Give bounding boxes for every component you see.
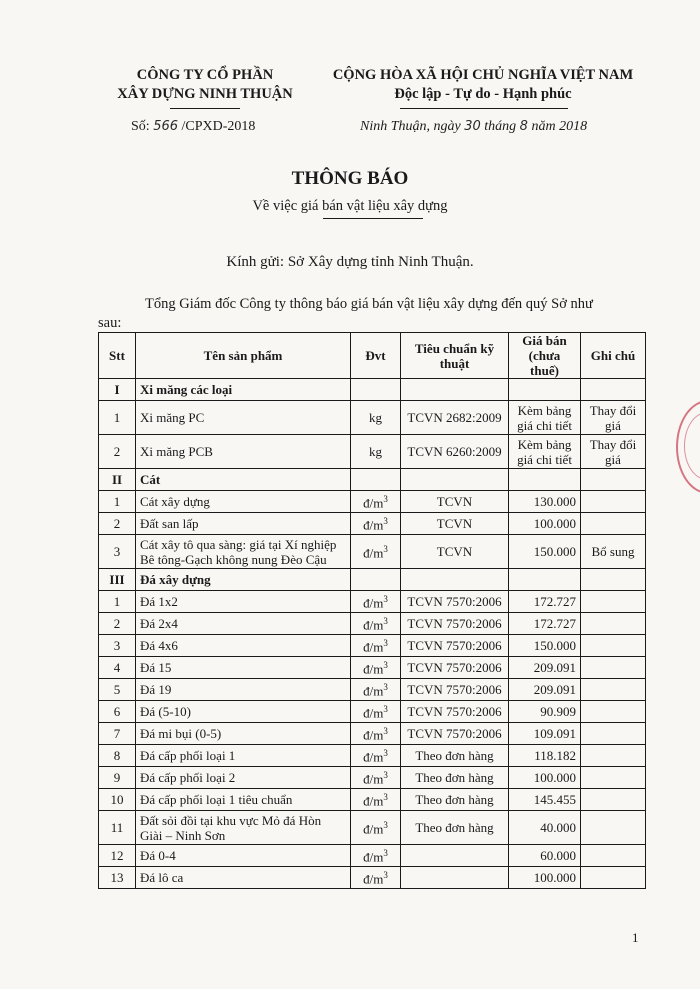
cell-product-name: Đá 0-4 <box>136 845 351 867</box>
cubic-superscript: 3 <box>383 682 388 693</box>
cell-unit: $đ/m^3$ <box>351 789 401 811</box>
cubic-superscript: 3 <box>383 792 388 803</box>
cubic-superscript: 3 <box>383 516 388 527</box>
cell-product-name: Cát xây tô qua sàng: giá tại Xí nghiệp Bê tông-Gạch không nung Đèo Cậu <box>136 535 351 569</box>
cell-unit: $đ/m^3$ <box>351 657 401 679</box>
cell-standard <box>401 469 509 491</box>
cell-stt: 1 <box>99 401 136 435</box>
cell-stt: 9 <box>99 767 136 789</box>
cell-price: 145.455 <box>509 789 581 811</box>
cell-product-name: Đá lô ca <box>136 867 351 889</box>
cell-standard: TCVN 7570:2006 <box>401 635 509 657</box>
doc-number-prefix: Số: <box>131 119 150 134</box>
cell-stt: 6 <box>99 701 136 723</box>
cell-unit <box>351 569 401 591</box>
header-price: Giá bán (chưa thuế) <box>509 333 581 379</box>
date-day: 30 <box>464 119 481 134</box>
cubic-superscript: 3 <box>383 704 388 715</box>
cell-stt: 1 <box>99 491 136 513</box>
table-header-row <box>99 333 646 379</box>
cell-unit: $đ/m^3$ <box>351 535 401 569</box>
cubic-superscript: 3 <box>383 870 388 881</box>
cell-standard: TCVN 2682:2009 <box>401 401 509 435</box>
cubic-superscript: 3 <box>383 660 388 671</box>
header-product-name: Tên sản phẩm <box>136 333 351 379</box>
cell-product-name: Đá cấp phối loại 2 <box>136 767 351 789</box>
cell-price: 60.000 <box>509 845 581 867</box>
company-underline <box>170 108 240 109</box>
table-row <box>99 745 646 767</box>
table-section-row <box>99 379 646 401</box>
cell-product-name: Đá mi bụi (0-5) <box>136 723 351 745</box>
cell-standard: Theo đơn hàng <box>401 745 509 767</box>
cell-standard: Theo đơn hàng <box>401 767 509 789</box>
cell-price: 100.000 <box>509 767 581 789</box>
cell-standard: TCVN 7570:2006 <box>401 613 509 635</box>
intro-line2: sau: <box>98 315 122 331</box>
cell-product-name: Đá 4x6 <box>136 635 351 657</box>
cell-price: Kèm bảng giá chi tiết <box>509 401 581 435</box>
table-row <box>99 867 646 889</box>
cell-note: Thay đổi giá <box>581 401 646 435</box>
cell-note <box>581 701 646 723</box>
cell-product-name: Đá 1x2 <box>136 591 351 613</box>
table-row <box>99 789 646 811</box>
price-table <box>98 332 646 889</box>
cell-standard <box>401 379 509 401</box>
header-note: Ghi chú <box>581 333 646 379</box>
cell-note: Thay đổi giá <box>581 435 646 469</box>
cell-product-name: Đá 2x4 <box>136 613 351 635</box>
cell-price: 118.182 <box>509 745 581 767</box>
cell-stt: 3 <box>99 535 136 569</box>
table-row <box>99 845 646 867</box>
cell-price: 150.000 <box>509 635 581 657</box>
document-title: THÔNG BÁO <box>291 168 409 189</box>
cell-note <box>581 745 646 767</box>
cell-unit: $đ/m^3$ <box>351 867 401 889</box>
cell-product-name: Xi măng PCB <box>136 435 351 469</box>
cell-product-name: Đá (5-10) <box>136 701 351 723</box>
page-number: 1 <box>632 930 639 945</box>
cell-product-name: Đá 15 <box>136 657 351 679</box>
table-row <box>99 723 646 745</box>
cell-note <box>581 513 646 535</box>
recipient-line: Kính gửi: Sở Xây dựng tỉnh Ninh Thuận. <box>226 254 474 270</box>
nation-line1: CỘNG HÒA XÃ HỘI CHỦ NGHĨA VIỆT NAM <box>332 67 634 83</box>
cell-note <box>581 679 646 701</box>
cell-stt: III <box>99 569 136 591</box>
table-row <box>99 767 646 789</box>
cell-standard <box>401 845 509 867</box>
table-row <box>99 613 646 635</box>
table-row <box>99 657 646 679</box>
cell-unit: $đ/m^3$ <box>351 613 401 635</box>
cell-stt: 1 <box>99 591 136 613</box>
cell-standard: TCVN 7570:2006 <box>401 679 509 701</box>
cell-stt: 8 <box>99 745 136 767</box>
cubic-superscript: 3 <box>383 770 388 781</box>
company-name <box>95 66 315 104</box>
doc-number-handwritten: 566 <box>153 119 179 134</box>
doc-number-suffix: /CPXD-2018 <box>181 119 256 134</box>
cell-standard: TCVN 7570:2006 <box>401 701 509 723</box>
company-line1: CÔNG TY CỔ PHẦN <box>136 67 274 83</box>
table-body <box>99 379 646 889</box>
document-number <box>131 119 255 135</box>
cell-unit: $đ/m^3$ <box>351 723 401 745</box>
cell-note <box>581 491 646 513</box>
cell-note <box>581 723 646 745</box>
table-row <box>99 535 646 569</box>
cell-product-name: Cát <box>136 469 351 491</box>
table-row <box>99 591 646 613</box>
cell-unit: $đ/m^3$ <box>351 513 401 535</box>
table-row <box>99 635 646 657</box>
cell-product-name: Cát xây dựng <box>136 491 351 513</box>
cell-price <box>509 469 581 491</box>
cubic-superscript: 3 <box>383 748 388 759</box>
cell-price: 150.000 <box>509 535 581 569</box>
cell-product-name: Xi măng các loại <box>136 379 351 401</box>
cell-standard: TCVN <box>401 513 509 535</box>
table-row <box>99 401 646 435</box>
cell-unit: kg <box>351 435 401 469</box>
cubic-superscript: 3 <box>383 616 388 627</box>
cell-product-name: Đá xây dựng <box>136 569 351 591</box>
cell-unit <box>351 379 401 401</box>
cell-stt: 11 <box>99 811 136 845</box>
cell-note <box>581 867 646 889</box>
table-row <box>99 701 646 723</box>
table-row <box>99 679 646 701</box>
date-part1: Ninh Thuận, ngày <box>360 119 461 134</box>
table-row <box>99 435 646 469</box>
cell-standard <box>401 867 509 889</box>
cell-unit: $đ/m^3$ <box>351 811 401 845</box>
cell-stt: I <box>99 379 136 401</box>
cell-price: 172.727 <box>509 613 581 635</box>
nation-line2: Độc lập - Tự do - Hạnh phúc <box>394 86 572 102</box>
cell-product-name: Đá 19 <box>136 679 351 701</box>
cell-unit: $đ/m^3$ <box>351 767 401 789</box>
intro-line1: Tổng Giám đốc Công ty thông báo giá bán vật liệu xây dựng đến quý Sở như <box>145 296 593 312</box>
table-row <box>99 811 646 845</box>
cell-standard: TCVN 7570:2006 <box>401 657 509 679</box>
cubic-superscript: 3 <box>383 848 388 859</box>
cell-standard: TCVN 6260:2009 <box>401 435 509 469</box>
cell-note <box>581 379 646 401</box>
cell-note <box>581 811 646 845</box>
cell-stt: 13 <box>99 867 136 889</box>
cell-price: Kèm bảng giá chi tiết <box>509 435 581 469</box>
cell-stt: 2 <box>99 435 136 469</box>
cell-note <box>581 657 646 679</box>
cell-stt: 4 <box>99 657 136 679</box>
cell-unit: $đ/m^3$ <box>351 745 401 767</box>
cell-price: 109.091 <box>509 723 581 745</box>
cell-price: 209.091 <box>509 679 581 701</box>
cell-price <box>509 569 581 591</box>
cubic-superscript: 3 <box>383 726 388 737</box>
cell-note: Bổ sung <box>581 535 646 569</box>
cubic-superscript: 3 <box>383 544 388 555</box>
cell-price: 209.091 <box>509 657 581 679</box>
document-date <box>360 119 587 135</box>
cell-product-name: Đá cấp phối loại 1 tiêu chuẩn <box>136 789 351 811</box>
cell-unit: $đ/m^3$ <box>351 845 401 867</box>
cell-price <box>509 379 581 401</box>
cell-price: 40.000 <box>509 811 581 845</box>
motto-underline <box>400 108 568 109</box>
date-month: 8 <box>519 119 528 134</box>
national-motto <box>318 66 648 104</box>
cell-unit: kg <box>351 401 401 435</box>
cell-stt: 2 <box>99 613 136 635</box>
table-section-row <box>99 469 646 491</box>
cell-product-name: Đất sỏi đồi tại khu vực Mỏ đá Hòn Giài – Ninh Sơn <box>136 811 351 845</box>
cell-standard: TCVN <box>401 535 509 569</box>
cell-standard: TCVN 7570:2006 <box>401 591 509 613</box>
cell-unit: $đ/m^3$ <box>351 679 401 701</box>
cell-note <box>581 767 646 789</box>
cell-stt: 10 <box>99 789 136 811</box>
cell-price: 130.000 <box>509 491 581 513</box>
cell-product-name: Xi măng PC <box>136 401 351 435</box>
date-part3: năm 2018 <box>531 119 588 134</box>
cell-product-name: Đá cấp phối loại 1 <box>136 745 351 767</box>
cell-price: 100.000 <box>509 867 581 889</box>
subtitle-underline <box>323 218 423 219</box>
cell-stt: 5 <box>99 679 136 701</box>
header-standard: Tiêu chuẩn kỹ thuật <box>401 333 509 379</box>
header-unit: Đvt <box>351 333 401 379</box>
header-stt: Stt <box>99 333 136 379</box>
cell-standard: Theo đơn hàng <box>401 811 509 845</box>
cell-note <box>581 613 646 635</box>
cell-price: 90.909 <box>509 701 581 723</box>
cell-unit: $đ/m^3$ <box>351 491 401 513</box>
table-section-row <box>99 569 646 591</box>
cell-unit: $đ/m^3$ <box>351 591 401 613</box>
cell-note <box>581 635 646 657</box>
cubic-superscript: 3 <box>383 820 388 831</box>
cell-note <box>581 569 646 591</box>
cell-note <box>581 789 646 811</box>
cell-price: 172.727 <box>509 591 581 613</box>
cell-stt: II <box>99 469 136 491</box>
cell-unit: $đ/m^3$ <box>351 635 401 657</box>
cell-standard: TCVN <box>401 491 509 513</box>
cell-unit: $đ/m^3$ <box>351 701 401 723</box>
cell-stt: 12 <box>99 845 136 867</box>
cell-note <box>581 469 646 491</box>
cubic-superscript: 3 <box>383 494 388 505</box>
cell-product-name: Đất san lấp <box>136 513 351 535</box>
cell-stt: 3 <box>99 635 136 657</box>
cubic-superscript: 3 <box>383 638 388 649</box>
cell-standard: TCVN 7570:2006 <box>401 723 509 745</box>
cell-stt: 2 <box>99 513 136 535</box>
cell-price: 100.000 <box>509 513 581 535</box>
cell-note <box>581 845 646 867</box>
date-part2: tháng <box>484 119 517 134</box>
table-row <box>99 491 646 513</box>
cell-standard <box>401 569 509 591</box>
cell-note <box>581 591 646 613</box>
table-row <box>99 513 646 535</box>
cell-unit <box>351 469 401 491</box>
cell-stt: 7 <box>99 723 136 745</box>
cell-standard: Theo đơn hàng <box>401 789 509 811</box>
cubic-superscript: 3 <box>383 594 388 605</box>
document-subtitle: Về việc giá bán vật liệu xây dựng <box>252 198 448 214</box>
company-line2: XÂY DỰNG NINH THUẬN <box>117 86 293 102</box>
